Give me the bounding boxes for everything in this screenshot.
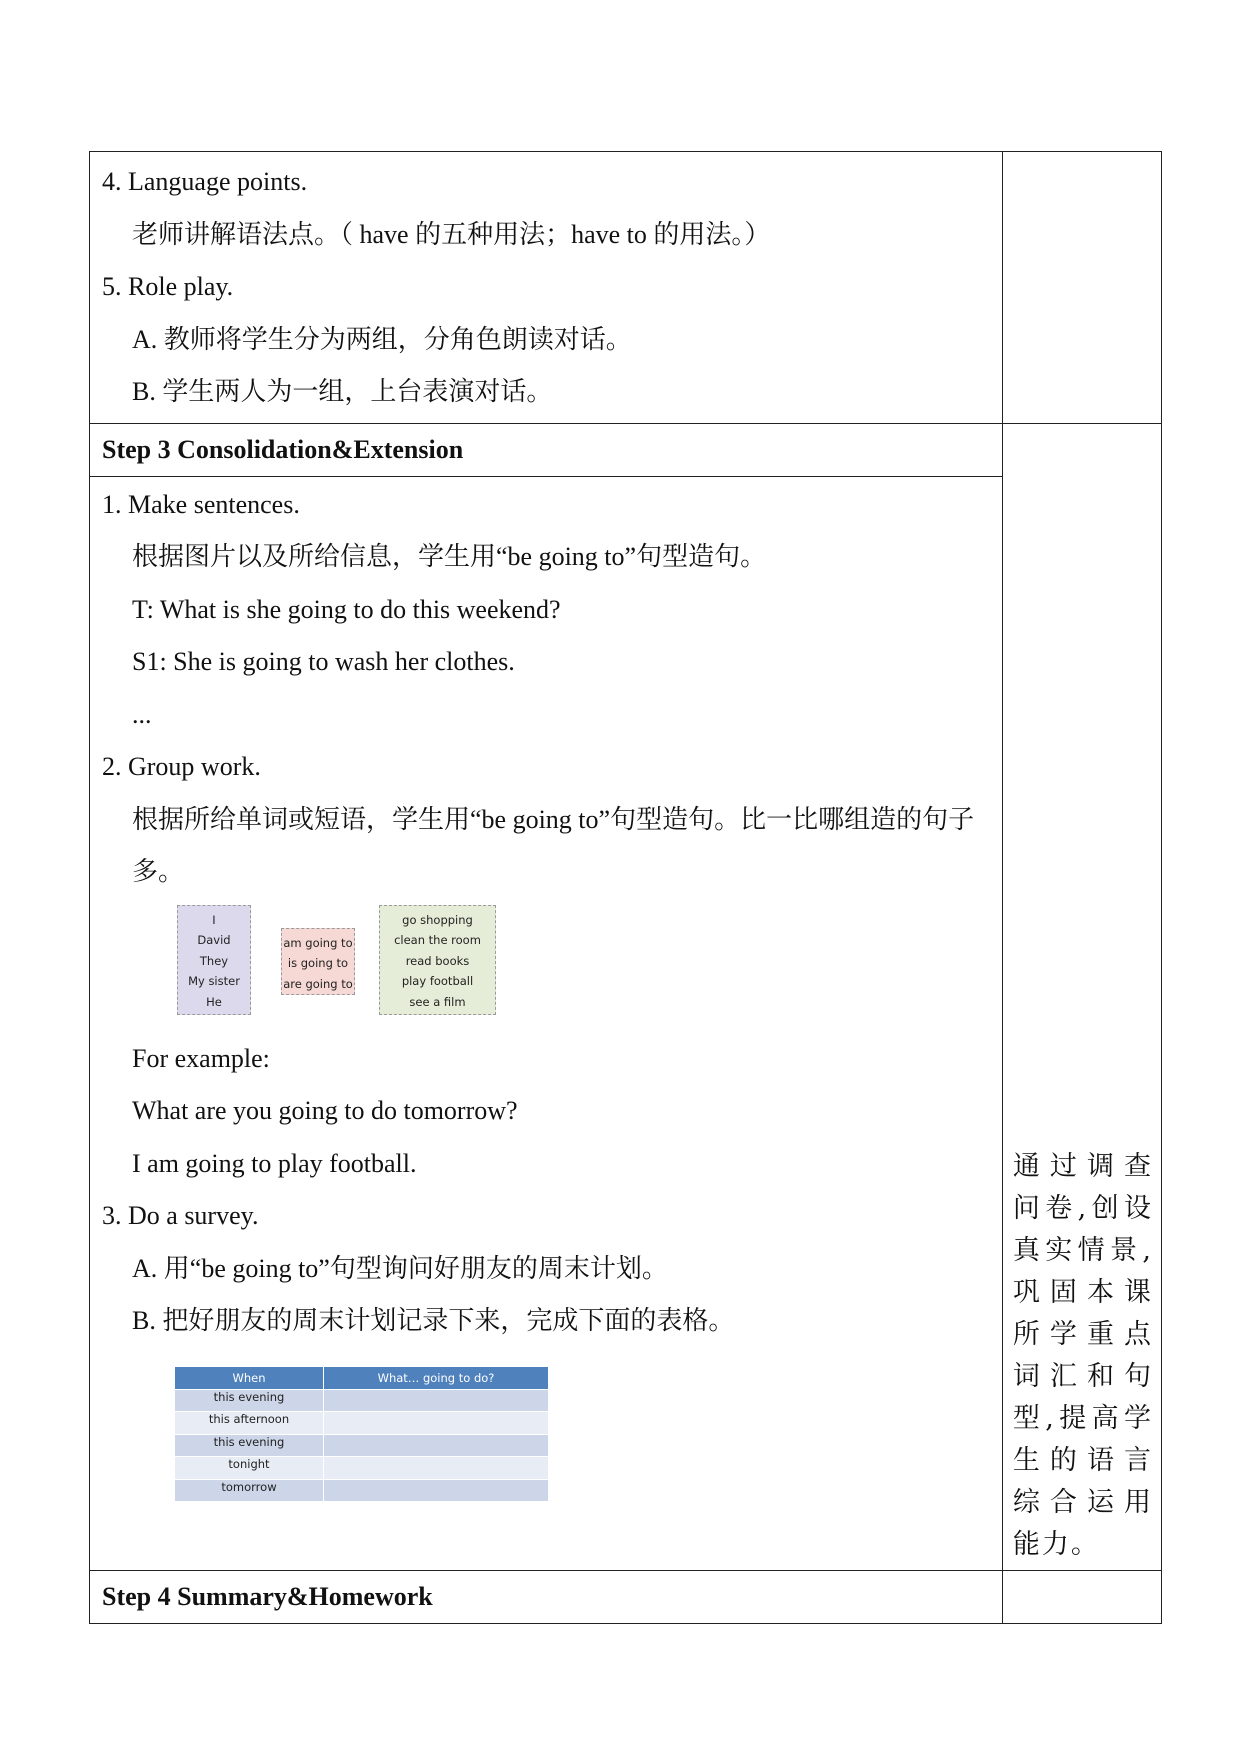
- card-word: see a film: [409, 994, 466, 1009]
- survey-answer-cell: [324, 1412, 549, 1435]
- survey-header-row: [175, 1366, 549, 1389]
- table-row: [175, 1412, 549, 1435]
- card-word: He: [206, 994, 222, 1009]
- survey-when-cell: this evening: [175, 1434, 324, 1457]
- example-answer: I am going to play football.: [132, 1148, 417, 1178]
- card-word: is going to: [287, 956, 349, 970]
- survey-answer-cell: [324, 1457, 549, 1480]
- survey-answer-cell: [324, 1479, 549, 1502]
- main-cell: [90, 152, 1003, 424]
- step3-header-row: [90, 423, 1162, 476]
- role-play-a: A. 教师将学生分为两组，分角色朗读对话。: [132, 324, 632, 354]
- survey-header-when: When: [175, 1366, 324, 1389]
- survey-when-cell: this afternoon: [175, 1412, 324, 1435]
- student-answer: S1: She is going to wash her clothes.: [132, 647, 515, 676]
- table-row: [175, 1457, 549, 1480]
- card-word: My sister: [188, 974, 240, 988]
- step3-body-cell: [90, 476, 1003, 1571]
- card-word: I: [212, 912, 216, 927]
- table-row: [175, 1389, 549, 1412]
- card-word: read books: [405, 953, 470, 968]
- survey-title: 3. Do a survey.: [102, 1201, 259, 1230]
- side-cell-empty: [1002, 152, 1161, 424]
- language-points-title: 4. Language points.: [102, 167, 308, 196]
- section-language-roleplay: [90, 152, 1162, 424]
- teacher-question: T: What is she going to do this weekend?: [132, 594, 561, 624]
- card-word: am going to: [283, 935, 353, 950]
- card-word: David: [197, 933, 231, 947]
- survey-when-cell: tonight: [175, 1457, 324, 1480]
- subject-card: [177, 905, 251, 1015]
- step4-heading-cell: [90, 1571, 1003, 1624]
- card-word: play football: [401, 974, 474, 988]
- side-note: 通过调查问卷,创设真实情景,巩固本课所学重点词汇和句型,提高学生的语言综合运用能力。: [1012, 1151, 1153, 1560]
- lesson-plan-table: [89, 151, 1162, 1624]
- survey-when-cell: this evening: [175, 1389, 324, 1412]
- verb-card: [281, 928, 355, 995]
- make-sentences-title: 1. Make sentences.: [102, 489, 300, 519]
- step4-row: [90, 1571, 1162, 1624]
- group-work-title: 2. Group work.: [102, 752, 261, 781]
- step4-heading: Step 4 Summary&Homework: [102, 1582, 433, 1611]
- role-play-title: 5. Role play.: [102, 272, 234, 301]
- card-word: They: [199, 953, 229, 968]
- ellipsis: ...: [132, 699, 152, 729]
- survey-answer-cell: [324, 1389, 549, 1412]
- step3-heading: Step 3 Consolidation&Extension: [102, 434, 464, 464]
- step3-heading-cell: [90, 423, 1003, 476]
- example-question: What are you going to do tomorrow?: [132, 1096, 518, 1125]
- card-word: clean the room: [394, 933, 481, 947]
- survey-answer-cell: [324, 1434, 549, 1457]
- step3-side-cell: [1002, 423, 1161, 1571]
- example-label: For example:: [132, 1043, 270, 1073]
- action-card: [379, 905, 496, 1015]
- survey-header-what: What… going to do?: [324, 1366, 549, 1389]
- word-cards-image: [102, 905, 992, 1025]
- group-work-desc: 根据所给单词或短语，学生用“be going to”句型造句。比一比哪组造的句子多。: [132, 804, 975, 886]
- language-points-desc: 老师讲解语法点。（ have 的五种用法；have to 的用法。）: [132, 219, 771, 249]
- survey-when-cell: tomorrow: [175, 1479, 324, 1502]
- make-sentences-desc: 根据图片以及所给信息，学生用“be going to”句型造句。: [132, 542, 767, 571]
- survey-table-image: [174, 1366, 549, 1503]
- side-cell-empty: [1002, 1571, 1161, 1624]
- survey-a: A. 用“be going to”句型询问好朋友的周末计划。: [132, 1253, 668, 1283]
- table-row: [175, 1479, 549, 1502]
- table-row: [175, 1434, 549, 1457]
- survey-b: B. 把好朋友的周末计划记录下来，完成下面的表格。: [132, 1306, 735, 1335]
- role-play-b: B. 学生两人为一组，上台表演对话。: [132, 377, 553, 406]
- card-word: go shopping: [402, 912, 473, 927]
- card-word: are going to: [283, 976, 353, 991]
- step3-body-row: [90, 476, 1162, 1571]
